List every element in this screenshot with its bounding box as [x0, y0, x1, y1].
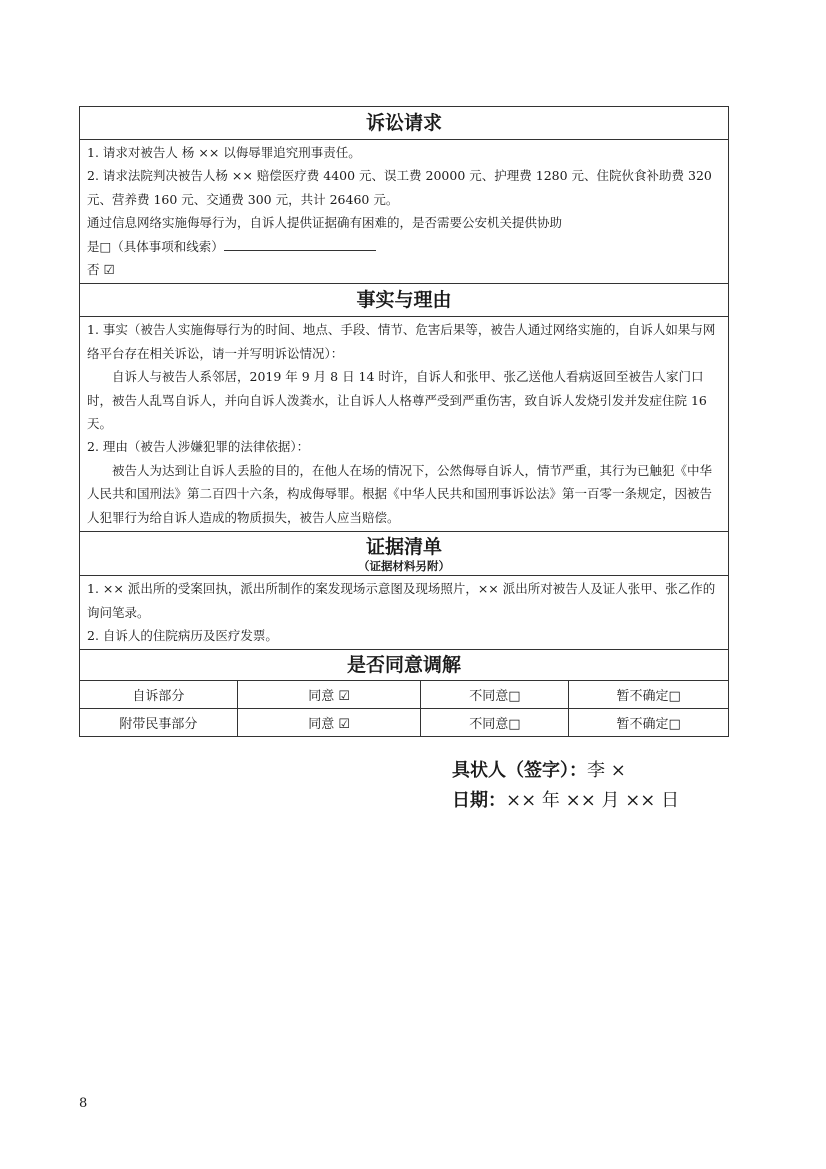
signer-line: [452, 756, 679, 786]
date-value: ×× 年 ×× 月 ×× 日: [506, 790, 680, 811]
mediation-agree: 同意 ☑: [237, 681, 421, 709]
litigation-line-2: 2. 请求法院判决被告人杨 ×× 赔偿医疗费 4400 元、误工费 20000 元、护理费 1280 元、住院伙食补助费 320 元、营养费 160 元、交通费 300 元，共计 26460 元。: [87, 168, 712, 207]
reason-text: 被告人为达到让自诉人丢脸的目的，在他人在场的情况下，公然侮辱自诉人，情节严重，其行为已触犯《中华人民共和国刑法》第二百四十六条，构成侮辱罪。根据《中华人民共和国刑事诉讼法》第一百零一条规定，因被告人犯罪行为给自诉人造成的物质损失，被告人应当赔偿。: [87, 462, 713, 525]
evidence-title: 证据清单: [365, 536, 442, 559]
evidence-line-2: 2. 自诉人的住院病历及医疗发票。: [87, 627, 278, 643]
evidence-header: [80, 532, 729, 576]
fact-label: 1. 事实（被告人实施侮辱行为的时间、地点、手段、情节、危害后果等，被告人通过网络实施的，自诉人如果与网络平台存在相关诉讼，请一并写明诉讼情况）：: [87, 322, 716, 361]
evidence-section: [80, 576, 729, 650]
litigation-yes-option: [87, 235, 722, 258]
litigation-header: 诉讼请求: [80, 107, 729, 140]
fact-text: 自诉人与被告人系邻居，2019 年 9 月 8 日 14 时许，自诉人和张甲、张乙送他人看病返回至被告人家门口时，被告人乱骂自诉人，并向自诉人泼粪水，让自诉人人格尊严受到严重伤害，致自诉人发烧引发并发症住院 16 天。: [87, 369, 707, 432]
date-label: 日期：: [452, 790, 506, 811]
facts-header: 事实与理由: [80, 284, 729, 317]
evidence-line-1: 1. ×× 派出所的受案回执，派出所制作的案发现场示意图及现场照片，×× 派出所对被告人及证人张甲、张乙作的询问笔录。: [87, 581, 716, 620]
mediation-row-label: 附带民事部分: [80, 709, 238, 737]
facts-section: [80, 317, 729, 532]
indictment-form: [79, 106, 729, 737]
yes-label: 是□（具体事项和线索）: [87, 238, 224, 254]
evidence-subtitle: （证据材料另附）: [358, 559, 450, 574]
litigation-line-3: 通过信息网络实施侮辱行为，自诉人提供证据确有困难的，是否需要公安机关提供协助: [87, 215, 563, 231]
mediation-header: 是否同意调解: [80, 650, 729, 681]
mediation-agree: 同意 ☑: [237, 709, 421, 737]
reason-label: 2. 理由（被告人涉嫌犯罪的法律依据）：: [87, 439, 310, 455]
litigation-section: [80, 140, 729, 284]
mediation-row: [80, 681, 729, 709]
mediation-row-label: 自诉部分: [80, 681, 238, 709]
mediation-undecided: 暂不确定□: [569, 681, 729, 709]
date-line: [452, 786, 679, 816]
mediation-undecided: 暂不确定□: [569, 709, 729, 737]
mediation-disagree: 不同意□: [421, 681, 569, 709]
signer-label: 具状人（签字）：: [452, 760, 587, 781]
signer-value: 李 ×: [587, 760, 626, 781]
litigation-no-option: 否 ☑: [87, 262, 115, 278]
litigation-line-1: 1. 请求对被告人 杨 ×× 以侮辱罪追究刑事责任。: [87, 145, 361, 160]
page-number: 8: [79, 1096, 88, 1111]
signature-block: [452, 756, 679, 816]
yes-details-blank: [224, 236, 376, 251]
mediation-disagree: 不同意□: [421, 709, 569, 737]
mediation-row: [80, 709, 729, 737]
